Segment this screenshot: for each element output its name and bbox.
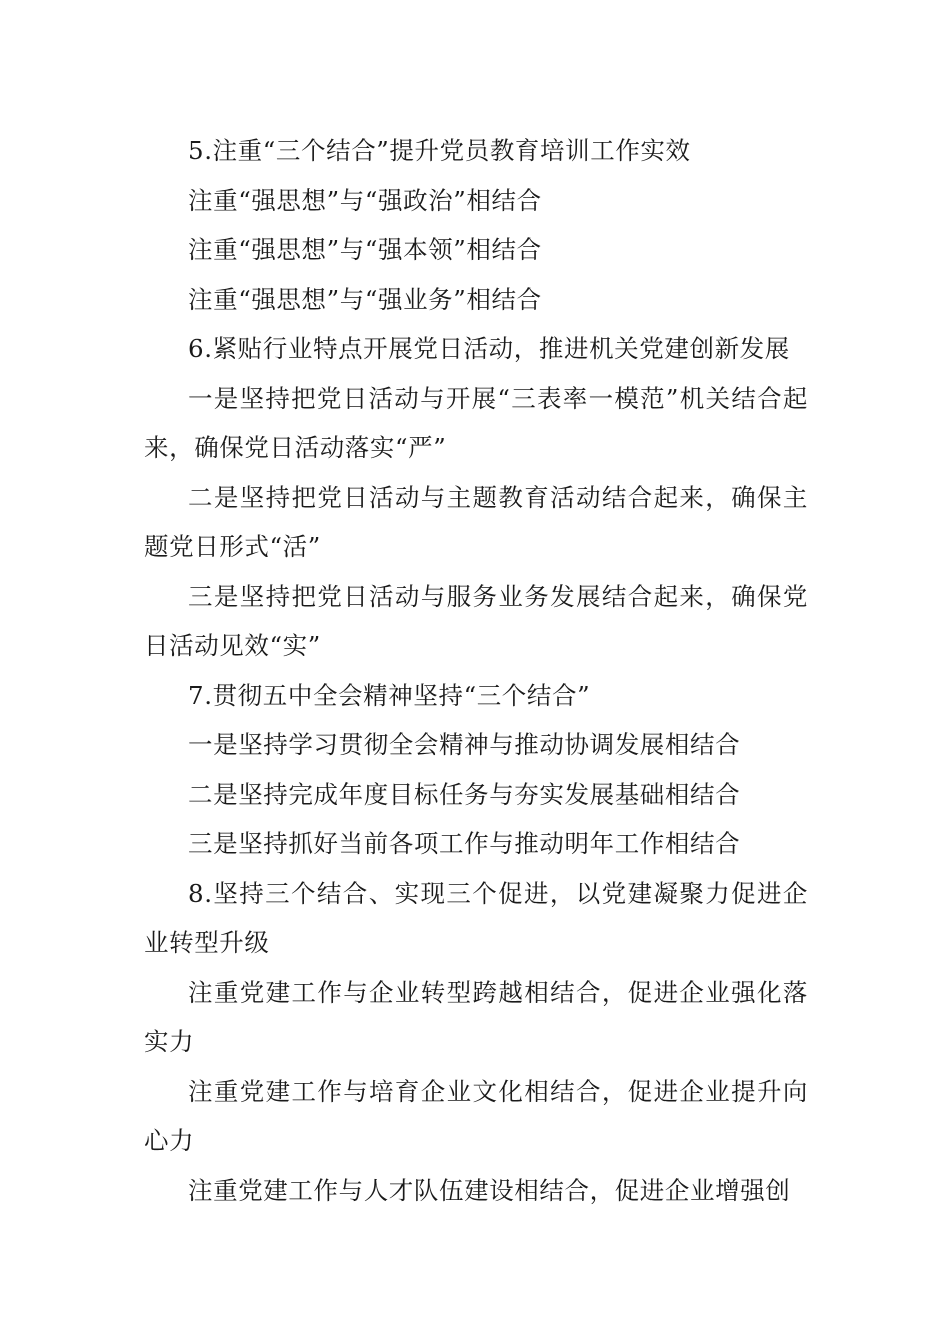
list-item: 注重“强思想”与“强本领”相结合 [188, 235, 542, 264]
list-item: 一是坚持把党日活动与开展“三表率一模范”机关结合起来，确保党日活动落实“严” [144, 383, 808, 462]
list-item: 二是坚持完成年度目标任务与夯实发展基础相结合 [188, 779, 741, 809]
list-item: 注重“强思想”与“强业务”相结合 [188, 284, 542, 314]
list-item: 注重党建工作与企业转型跨越相结合，促进企业强化落实力 [144, 977, 808, 1056]
list-item: 三是坚持把党日活动与服务业务发展结合起来，确保党日活动见效“实” [144, 581, 808, 660]
document-body [144, 126, 808, 1215]
list-item: 注重党建工作与培育企业文化相结合，促进企业提升向心力 [144, 1076, 808, 1155]
list-item: 注重“强思想”与“强政治”相结合 [188, 185, 542, 215]
heading-item-5: 5.注重“三个结合”提升党员教育培训工作实效 [188, 136, 691, 165]
list-item: 二是坚持把党日活动与主题教育活动结合起来，确保主题党日形式“活” [144, 482, 808, 561]
list-item: 三是坚持抓好当前各项工作与推动明年工作相结合 [188, 829, 741, 858]
heading-item-6: 6.紧贴行业特点开展党日活动，推进机关党建创新发展 [188, 334, 790, 363]
heading-item-7: 7.贯彻五中全会精神坚持“三个结合” [188, 680, 591, 710]
list-item: 注重党建工作与人才队伍建设相结合，促进企业增强创 [188, 1175, 791, 1205]
heading-item-8: 8.坚持三个结合、实现三个促进，以党建凝聚力促进企业转型升级 [144, 878, 808, 957]
list-item: 一是坚持学习贯彻全会精神与推动协调发展相结合 [188, 730, 741, 759]
